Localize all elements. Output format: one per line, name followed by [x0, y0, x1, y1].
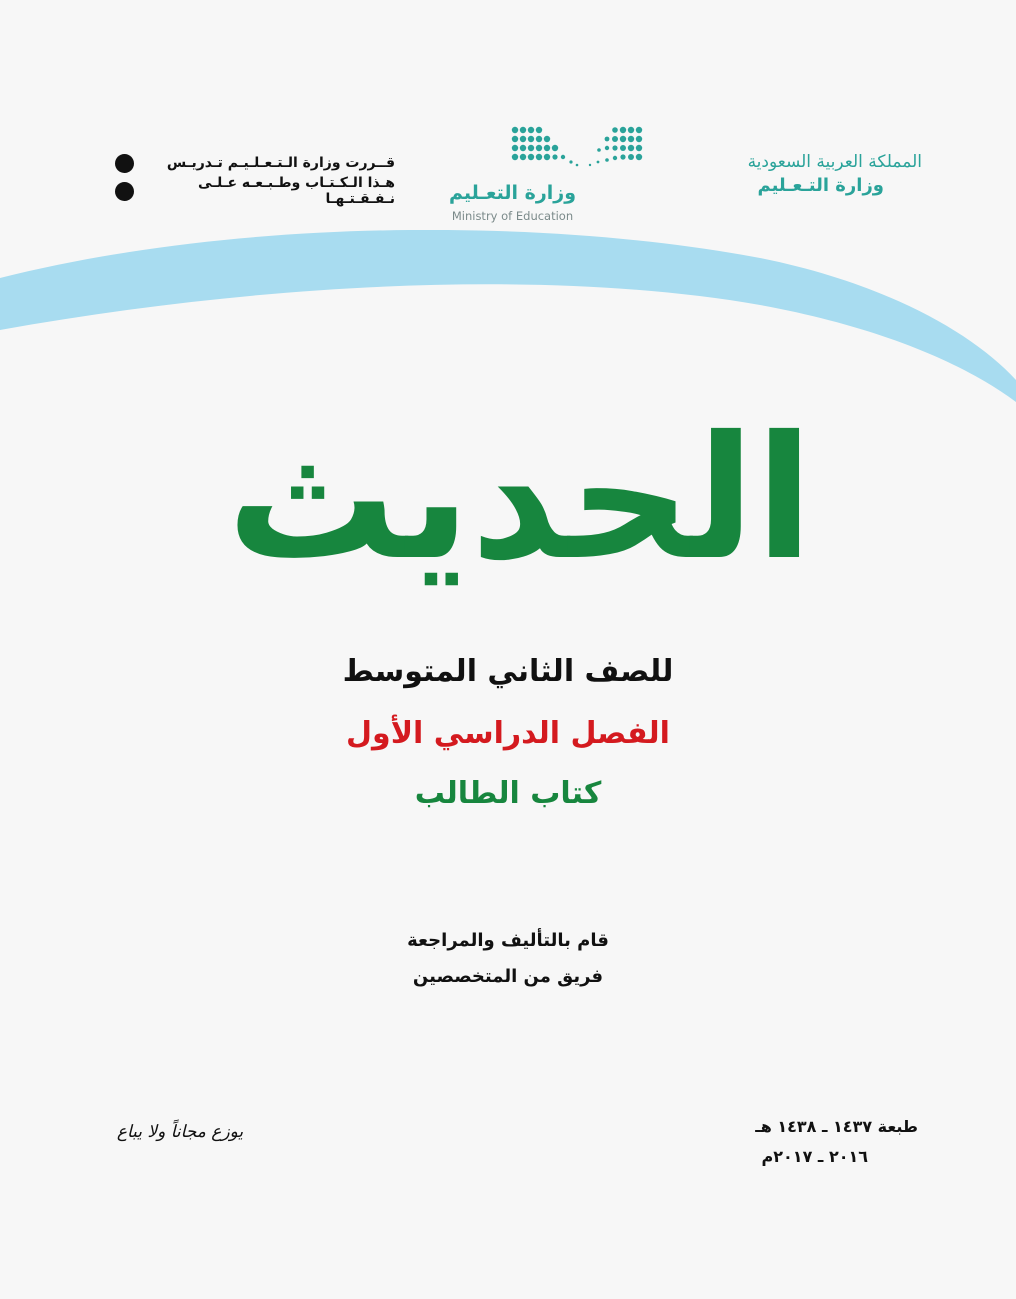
notice-text-2: هـذا الـكـتـاب وطـبـعـه عـلـى نـفـقـتـهـا [198, 175, 395, 207]
book-title-calligraphy [220, 385, 820, 615]
edition-hijri: طبعة ١٤٣٧ ـ ١٤٣٨ هـ [755, 1117, 918, 1136]
decorative-arc [0, 230, 1016, 410]
bullet-icon [115, 154, 134, 173]
semester-title: الفصل الدراسي الأول [346, 716, 670, 751]
free-distribution-note: يوزع مجاناً ولا يباع [116, 1122, 244, 1142]
book-type-title: كتاب الطالب [414, 776, 602, 811]
kingdom-name: المملكة العربية السعودية [747, 152, 922, 172]
ministry-logo-arabic: وزارة التعـليم [448, 182, 577, 204]
authoring-team: فريق من المتخصصين [412, 966, 604, 987]
notice-text-1: قــررت وزارة الـتـعـلـيـم تـدريـس [166, 155, 395, 171]
authored-by: قام بالتأليف والمراجعة [407, 930, 609, 951]
ministry-name: وزارة التـعـليم [757, 175, 884, 196]
edition-info [698, 1112, 918, 1172]
grade-title: للصف الثاني المتوسط [342, 654, 674, 689]
approval-notice-line [115, 175, 395, 207]
edition-gregorian: ٢٠١٦ ـ ٢٠١٧م [761, 1147, 868, 1166]
book-title: الحديث [226, 400, 814, 598]
bullet-icon [115, 182, 134, 201]
ministry-logo-english: Ministry of Education [451, 209, 574, 223]
kingdom-header [662, 150, 922, 198]
approval-notice-line [115, 152, 395, 174]
